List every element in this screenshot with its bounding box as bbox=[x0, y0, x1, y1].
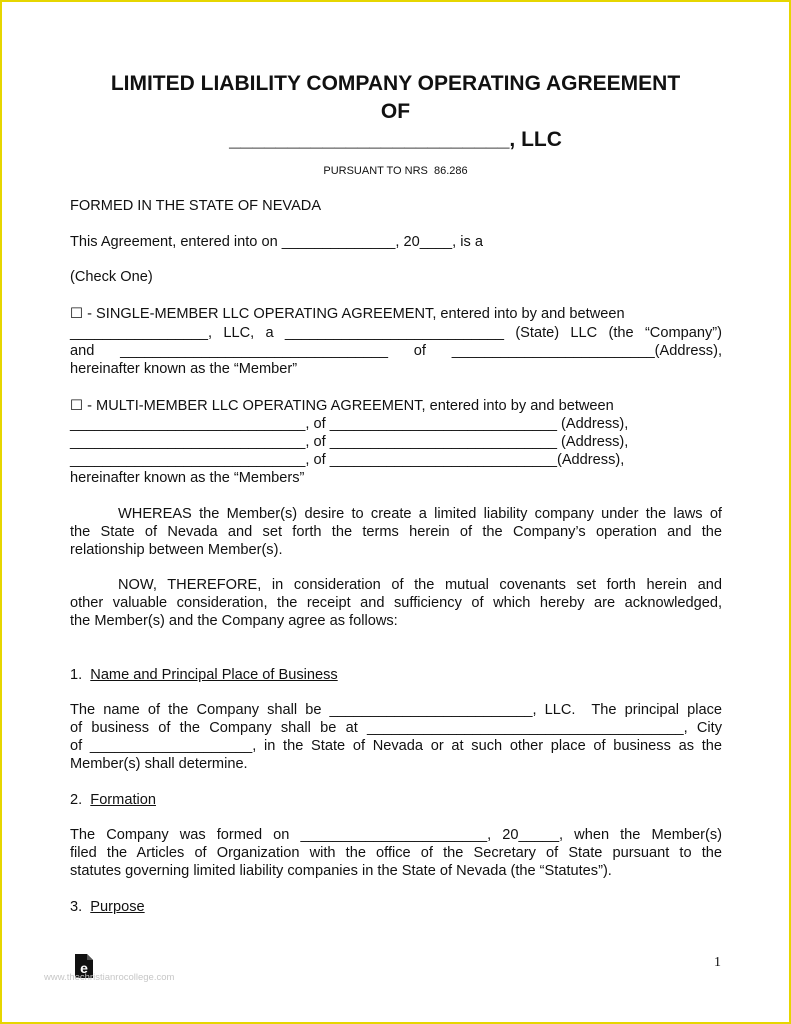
section-3-heading bbox=[70, 898, 722, 916]
check-one-label: (Check One) bbox=[70, 269, 153, 285]
section-2-line3: statutes governing limited liability companies in the State of Nevada (the “Statutes”). bbox=[70, 863, 612, 879]
section-1-line1: The name of the Company shall be _________________________, LLC. The principal place bbox=[70, 702, 722, 718]
therefore-line1: NOW, THEREFORE, in consideration of the mutual covenants set forth herein and bbox=[118, 577, 722, 593]
multi-member-line5: hereinafter known as the “Members” bbox=[70, 470, 305, 486]
section-2-number: 2. bbox=[70, 792, 83, 808]
single-member-line2: _________________, LLC, a ___________________________ (State) LLC (the “Company”) bbox=[70, 325, 722, 341]
section-1-title: Name and Principal Place of Business bbox=[90, 667, 338, 683]
therefore-line2: other valuable consideration, the receipt and sufficiency of which hereby are acknowledged, bbox=[70, 595, 722, 611]
section-2-line1: The Company was formed on _______________________, 20_____, when the Member(s) bbox=[70, 827, 722, 843]
whereas-line3: relationship between Member(s). bbox=[70, 542, 283, 558]
whereas-line2: the State of Nevada and set forth the terms herein of the Company’s operation and the bbox=[70, 524, 722, 540]
single-member-line3: and _________________________________ of _________________________(Address), bbox=[70, 343, 722, 359]
single-member-line4: hereinafter known as the “Member” bbox=[70, 361, 298, 377]
section-1-number: 1. bbox=[70, 667, 83, 683]
section-3-title: Purpose bbox=[90, 899, 145, 915]
document-title-line2: OF bbox=[380, 100, 411, 123]
agreement-date-line: This Agreement, entered into on ______________, 20____, is a bbox=[70, 234, 483, 250]
svg-text:e: e bbox=[80, 960, 88, 976]
section-2-line2: filed the Articles of Organization with the office of the Secretary of State pursuant to the bbox=[70, 845, 722, 861]
multi-member-line3: _____________________________, of ____________________________ (Address), bbox=[70, 434, 629, 450]
multi-member-line4: _____________________________, of ____________________________(Address), bbox=[70, 452, 625, 468]
document-title-line3: ________________________, LLC bbox=[229, 128, 562, 151]
page-number: 1 bbox=[714, 955, 721, 970]
therefore-line3: the Member(s) and the Company agree as follows: bbox=[70, 613, 398, 629]
watermark-text: www.thechristianrocollege.com bbox=[44, 972, 175, 983]
section-1-line3: of ____________________, in the State of Nevada or at such other place of business as the bbox=[70, 738, 722, 754]
whereas-line1: WHEREAS the Member(s) desire to create a limited liability company under the laws of bbox=[118, 506, 722, 522]
section-3-number: 3. bbox=[70, 899, 83, 915]
section-1-heading bbox=[70, 666, 722, 684]
single-member-option: ☐ - SINGLE-MEMBER LLC OPERATING AGREEMENT, entered into by and between bbox=[70, 306, 625, 322]
section-2-title: Formation bbox=[90, 792, 156, 808]
document-title-line1: LIMITED LIABILITY COMPANY OPERATING AGREEMENT bbox=[110, 72, 681, 95]
multi-member-option: ☐ - MULTI-MEMBER LLC OPERATING AGREEMENT, entered into by and between bbox=[70, 398, 614, 414]
formed-state: FORMED IN THE STATE OF NEVADA bbox=[70, 198, 322, 214]
section-1-line4: Member(s) shall determine. bbox=[70, 756, 248, 772]
section-1-line2: of business of the Company shall be at _______________________________________, City bbox=[70, 720, 722, 736]
section-2-heading bbox=[70, 791, 722, 809]
pursuant-statute: PURSUANT TO NRS 86.286 bbox=[323, 165, 468, 177]
multi-member-line2: _____________________________, of ____________________________ (Address), bbox=[70, 416, 629, 432]
